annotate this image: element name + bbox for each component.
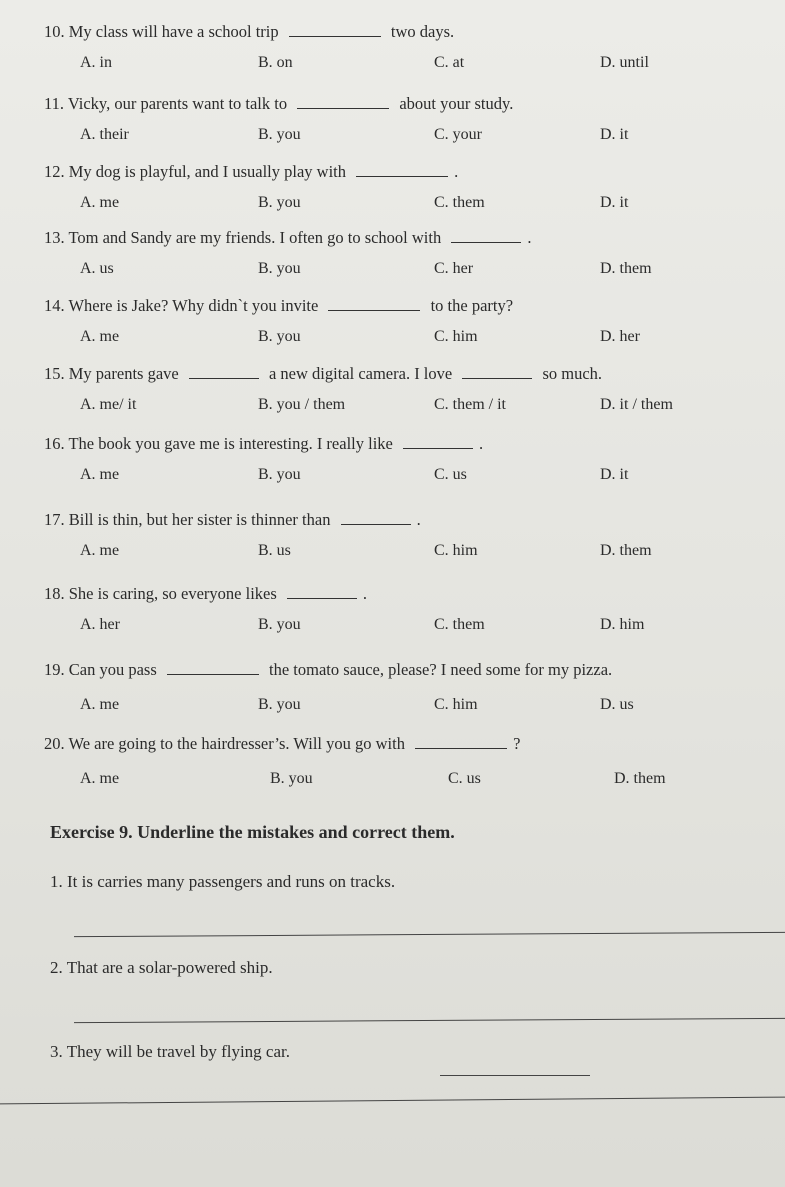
question-stem-after: . [454,162,459,181]
option-c: C. them [434,194,485,211]
option-a: A. me [80,466,120,483]
question-stem-after: . [479,434,484,453]
question-stem-after: . [527,228,532,247]
answer-blank [451,232,521,243]
option-c: C. them / it [434,396,506,413]
exercise-item-1: 1. It is carries many passengers and runs on tracks. [50,872,396,891]
question-stem-after: to the party? [430,296,514,315]
exercise-item-3: 3. They will be travel by flying car. [50,1042,290,1061]
question-number: 10. [44,22,65,41]
question-stem-after: the tomato sauce, please? I need some for my pizza. [269,660,613,679]
question-number: 20. [44,734,65,753]
question-stem-before: My parents gave [68,364,179,383]
question-stem-before: She is caring, so everyone likes [68,584,277,603]
option-d: D. him [600,616,645,633]
option-c: C. him [434,696,478,713]
option-a: A. me [80,194,120,211]
exercise-item-2: 2. That are a solar-powered ship. [50,958,273,977]
answer-line [74,1018,785,1023]
answer-blank [403,438,473,449]
exercise-heading: Exercise 9. Underline the mistakes and correct them. [50,822,455,842]
option-b: B. you [258,194,301,211]
question-number: 16. [44,434,65,453]
option-d: D. it / them [600,396,673,413]
question-stem-before: Can you pass [68,660,157,679]
answer-blank [167,664,259,675]
option-b: B. you [258,616,301,633]
question-15 [44,364,774,420]
option-d: D. them [600,260,652,277]
option-d: D. it [600,126,629,143]
option-b: B. us [258,542,291,559]
question-number: 17. [44,510,65,529]
option-d: D. them [614,770,666,787]
question-stem-after: two days. [390,22,455,41]
answer-line [440,1075,590,1076]
question-number: 12. [44,162,65,181]
question-stem-before: We are going to the hairdresser’s. Will you go with [68,734,405,753]
option-a: A. me/ it [80,396,137,413]
question-number: 18. [44,584,65,603]
question-number: 15. [44,364,65,383]
option-b: B. on [258,54,293,71]
question-13 [44,228,774,284]
answer-blank [287,588,357,599]
question-stem-after: . [416,510,421,529]
option-c: C. us [448,770,481,787]
answer-blank [297,98,389,109]
question-stem-before: My class will have a school trip [68,22,279,41]
question-stem-mid: a new digital camera. I love [268,364,453,383]
option-a: A. me [80,770,120,787]
option-b: B. you / them [258,396,346,413]
question-stem-after: ? [513,734,521,753]
option-c: C. your [434,126,482,143]
question-20 [44,734,774,794]
option-d: D. until [600,54,649,71]
options-row [44,466,774,490]
question-17 [44,510,774,566]
answer-blank [328,300,420,311]
options-row [44,328,774,352]
question-stem-after: so much. [542,364,603,383]
question-16 [44,434,774,490]
option-a: A. her [80,616,120,633]
question-stem-before: Vicky, our parents want to talk to [67,94,288,113]
option-c: C. him [434,328,478,345]
options-row [44,126,774,150]
question-number: 19. [44,660,65,679]
question-stem-before: Bill is thin, but her sister is thinner than [68,510,331,529]
option-a: A. us [80,260,114,277]
question-number: 14. [44,296,65,315]
question-stem-after: . [362,584,368,603]
answer-blank [415,738,507,749]
options-row [44,54,774,78]
options-row [44,194,774,218]
question-14 [44,296,774,352]
option-a: A. me [80,696,120,713]
option-b: B. you [258,126,301,143]
option-c: C. them [434,616,485,633]
options-row [44,696,774,720]
question-19 [44,660,774,720]
option-b: B. you [258,696,301,713]
question-stem-after: about your study. [399,94,514,113]
option-d: D. it [600,466,629,483]
option-a: A. in [80,54,112,71]
question-12 [44,162,774,218]
options-row [44,770,774,794]
question-stem-before: Tom and Sandy are my friends. I often go to school with [68,228,442,247]
question-number: 13. [44,228,65,247]
options-row [44,396,774,420]
options-row [44,260,774,284]
option-a: A. their [80,126,129,143]
option-a: A. me [80,542,120,559]
answer-blank [462,368,532,379]
option-a: A. me [80,328,120,345]
option-d: D. us [600,696,634,713]
answer-blank [341,514,411,525]
options-row [44,616,774,640]
answer-blank [356,166,448,177]
option-c: C. at [434,54,465,71]
answer-line [74,932,785,937]
question-11 [44,94,774,150]
question-10 [44,22,774,78]
question-stem-before: Where is Jake? Why didn`t you invite [68,296,319,315]
question-18 [44,584,774,640]
options-row [44,542,774,566]
option-b: B. you [258,260,301,277]
option-b: B. you [258,328,301,345]
answer-blank [289,26,381,37]
question-stem-before: My dog is playful, and I usually play with [68,162,347,181]
question-number: 11. [44,94,65,113]
option-c: C. us [434,466,467,483]
option-d: D. her [600,328,640,345]
option-b: B. you [270,770,313,787]
option-c: C. him [434,542,478,559]
question-stem-before: The book you gave me is interesting. I really like [68,434,393,453]
answer-line [0,1097,785,1105]
option-d: D. it [600,194,629,211]
option-d: D. them [600,542,652,559]
option-c: C. her [434,260,474,277]
answer-blank [189,368,259,379]
option-b: B. you [258,466,301,483]
